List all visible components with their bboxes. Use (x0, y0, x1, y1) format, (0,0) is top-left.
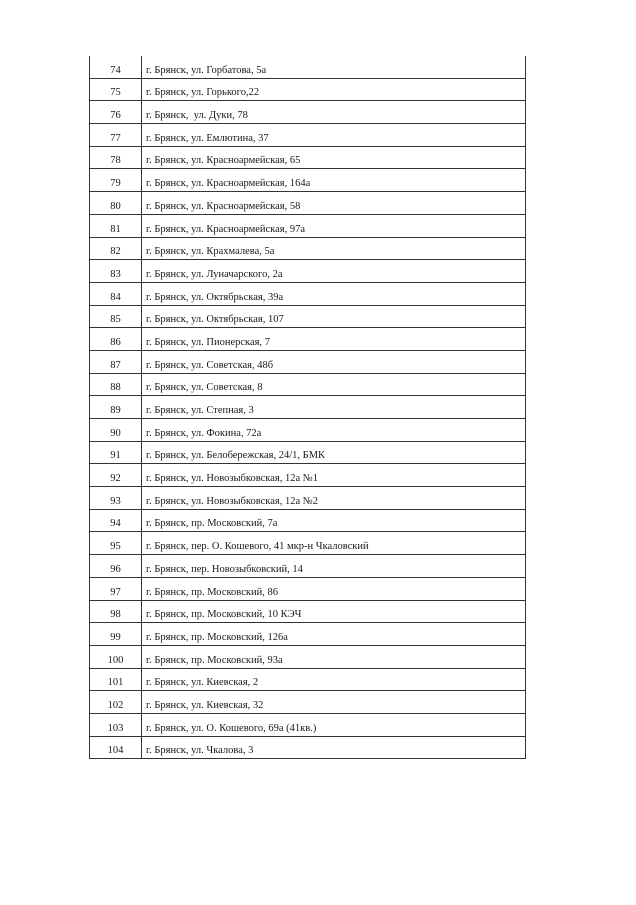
address-cell: г. Брянск, ул. Степная, 3 (142, 396, 526, 419)
table-row (90, 487, 526, 510)
row-number-cell: 102 (90, 691, 142, 714)
table-row (90, 373, 526, 396)
address-cell: г. Брянск, ул. Красноармейская, 97а (142, 214, 526, 237)
table-row (90, 441, 526, 464)
table-row (90, 577, 526, 600)
row-number-cell: 101 (90, 668, 142, 691)
table-row (90, 101, 526, 124)
row-number-cell: 98 (90, 600, 142, 623)
table-row (90, 691, 526, 714)
row-number-cell: 91 (90, 441, 142, 464)
table-row (90, 509, 526, 532)
row-number-cell: 103 (90, 713, 142, 736)
table-row (90, 668, 526, 691)
table-row (90, 532, 526, 555)
row-number-cell: 93 (90, 487, 142, 510)
table-row (90, 645, 526, 668)
address-table-body (90, 56, 526, 759)
row-number-cell: 90 (90, 419, 142, 442)
row-number-cell: 89 (90, 396, 142, 419)
table-row (90, 56, 526, 78)
row-number-cell: 95 (90, 532, 142, 555)
address-cell: г. Брянск, ул. Киевская, 2 (142, 668, 526, 691)
table-row (90, 713, 526, 736)
table-row (90, 600, 526, 623)
row-number-cell: 76 (90, 101, 142, 124)
row-number-cell: 75 (90, 78, 142, 101)
table-row (90, 146, 526, 169)
address-table (89, 56, 526, 759)
row-number-cell: 104 (90, 736, 142, 759)
row-number-cell: 94 (90, 509, 142, 532)
table-row (90, 736, 526, 759)
row-number-cell: 83 (90, 260, 142, 283)
address-cell: г. Брянск, ул. Белобережская, 24/1, БМК (142, 441, 526, 464)
address-cell: г. Брянск, ул. Киевская, 32 (142, 691, 526, 714)
address-cell: г. Брянск, ул. Пионерская, 7 (142, 328, 526, 351)
row-number-cell: 100 (90, 645, 142, 668)
row-number-cell: 97 (90, 577, 142, 600)
table-row (90, 305, 526, 328)
address-cell: г. Брянск, ул. Новозыбковская, 12а №1 (142, 464, 526, 487)
row-number-cell: 82 (90, 237, 142, 260)
row-number-cell: 92 (90, 464, 142, 487)
address-cell: г. Брянск, ул. Красноармейская, 164а (142, 169, 526, 192)
row-number-cell: 96 (90, 555, 142, 578)
table-row (90, 464, 526, 487)
table-row (90, 623, 526, 646)
table-row (90, 282, 526, 305)
address-cell: г. Брянск, ул. Луначарского, 2а (142, 260, 526, 283)
row-number-cell: 85 (90, 305, 142, 328)
address-cell: г. Брянск, ул. Горького,22 (142, 78, 526, 101)
row-number-cell: 78 (90, 146, 142, 169)
address-cell: г. Брянск, ул. Дуки, 78 (142, 101, 526, 124)
address-cell: г. Брянск, ул. О. Кошевого, 69а (41кв.) (142, 713, 526, 736)
address-cell: г. Брянск, пер. О. Кошевого, 41 мкр-н Чкаловский (142, 532, 526, 555)
address-cell: г. Брянск, ул. Новозыбковская, 12а №2 (142, 487, 526, 510)
row-number-cell: 84 (90, 282, 142, 305)
table-row (90, 260, 526, 283)
address-cell: г. Брянск, ул. Советская, 48б (142, 350, 526, 373)
row-number-cell: 74 (90, 56, 142, 78)
address-cell: г. Брянск, пр. Московский, 86 (142, 577, 526, 600)
address-cell: г. Брянск, ул. Красноармейская, 65 (142, 146, 526, 169)
table-row (90, 237, 526, 260)
address-cell: г. Брянск, ул. Фокина, 72а (142, 419, 526, 442)
address-cell: г. Брянск, ул. Октябрьская, 39а (142, 282, 526, 305)
table-row (90, 328, 526, 351)
address-cell: г. Брянск, ул. Емлютина, 37 (142, 124, 526, 147)
table-row (90, 419, 526, 442)
address-cell: г. Брянск, пр. Московский, 7а (142, 509, 526, 532)
table-row (90, 350, 526, 373)
table-row (90, 555, 526, 578)
table-row (90, 214, 526, 237)
address-cell: г. Брянск, ул. Чкалова, 3 (142, 736, 526, 759)
table-row (90, 396, 526, 419)
address-cell: г. Брянск, пр. Московский, 93а (142, 645, 526, 668)
row-number-cell: 77 (90, 124, 142, 147)
address-cell: г. Брянск, ул. Советская, 8 (142, 373, 526, 396)
table-row (90, 169, 526, 192)
table-row (90, 124, 526, 147)
address-cell: г. Брянск, ул. Крахмалева, 5а (142, 237, 526, 260)
address-cell: г. Брянск, пер. Новозыбковский, 14 (142, 555, 526, 578)
row-number-cell: 86 (90, 328, 142, 351)
row-number-cell: 99 (90, 623, 142, 646)
address-cell: г. Брянск, пр. Московский, 10 КЭЧ (142, 600, 526, 623)
address-cell: г. Брянск, ул. Горбатова, 5а (142, 56, 526, 78)
row-number-cell: 87 (90, 350, 142, 373)
address-cell: г. Брянск, ул. Красноармейская, 58 (142, 192, 526, 215)
row-number-cell: 80 (90, 192, 142, 215)
row-number-cell: 81 (90, 214, 142, 237)
row-number-cell: 88 (90, 373, 142, 396)
address-cell: г. Брянск, ул. Октябрьская, 107 (142, 305, 526, 328)
row-number-cell: 79 (90, 169, 142, 192)
address-cell: г. Брянск, пр. Московский, 126а (142, 623, 526, 646)
table-row (90, 192, 526, 215)
table-row (90, 78, 526, 101)
